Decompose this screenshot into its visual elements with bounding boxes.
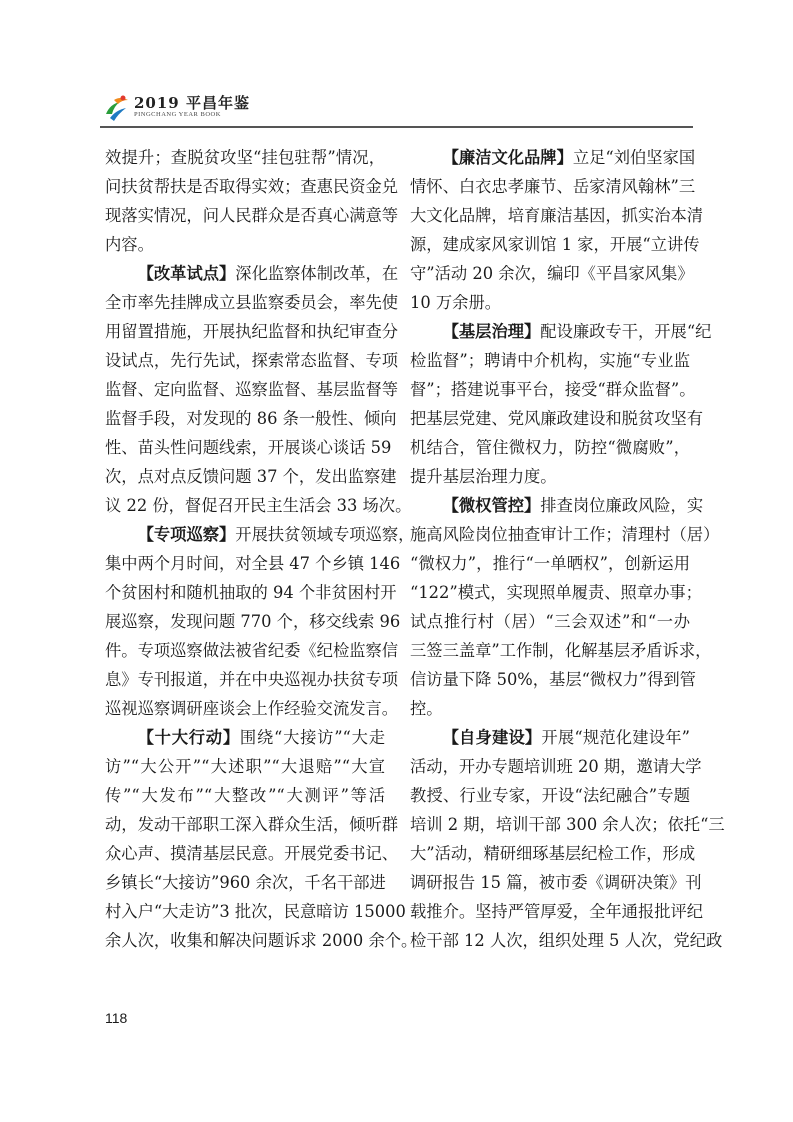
- line-text: 检干部 12 人次，组织处理 5 人次，党纪政: [410, 931, 723, 950]
- paragraph: [105, 143, 399, 259]
- line-text: 性、苗头性问题线索，开展谈心谈话 59: [105, 438, 392, 457]
- text-line: [105, 317, 399, 346]
- line-text: 问扶贫帮扶是否取得实效；查惠民资金兑: [105, 177, 399, 196]
- paragraph: [410, 317, 712, 491]
- text-line: [105, 549, 401, 578]
- text-line: [410, 462, 690, 491]
- line-text: 大”活动，精研细琢基层纪检工作，形成: [410, 844, 696, 863]
- line-text: 开展“规范化建设年”: [541, 728, 690, 747]
- text-line: [410, 636, 712, 665]
- line-text: 活动，开办专题培训班 20 期，邀请大学: [410, 757, 702, 776]
- line-text: 督”；搭建说事平台，接受“群众监督”。: [410, 380, 696, 399]
- text-line: [105, 926, 418, 955]
- text-line: [105, 810, 399, 839]
- text-line: [105, 346, 399, 375]
- text-line: [105, 288, 399, 317]
- section-heading: 【十大行动】: [137, 728, 240, 747]
- text-line: [105, 143, 385, 172]
- paragraph: [105, 723, 418, 955]
- header-rule: [100, 126, 693, 128]
- line-text: 施高风险岗位抽查审计工作；清理村（居）: [410, 525, 720, 544]
- line-text: 设试点，先行先试，探索常态监督、专项: [105, 351, 399, 370]
- text-line: [105, 636, 399, 665]
- text-line: [410, 752, 702, 781]
- text-line: [410, 520, 720, 549]
- text-line: [410, 201, 704, 230]
- line-text: 次，点对点反馈问题 37 个，发出监察建: [105, 467, 397, 486]
- line-text: 检监督”；聘请中介机构，实施“专业监: [410, 351, 690, 370]
- left-column: [105, 143, 418, 955]
- text-line: [105, 868, 385, 897]
- line-text: 围绕“大接访”“大走: [239, 728, 385, 747]
- line-text: 众心声、摸清基层民意。开展党委书记、: [105, 844, 399, 863]
- text-line: [410, 404, 704, 433]
- line-text: 用留置措施，开展执纪监督和执纪审查分: [105, 322, 399, 341]
- line-text: 信访量下降 50%，基层“微权力”得到管: [410, 670, 696, 689]
- line-text: 培训 2 期，培训干部 300 余人次；依托“三: [410, 815, 725, 834]
- text-line: [410, 172, 696, 201]
- line-text: “122”模式，实现照单履责、照章办事；: [410, 583, 702, 602]
- line-text: 展巡察，发现问题 770 个，移交线索 96: [105, 612, 401, 631]
- paragraph: [105, 520, 415, 723]
- text-line: [410, 665, 696, 694]
- line-text: 提升基层治理力度。: [410, 467, 557, 486]
- text-line: [105, 462, 397, 491]
- text-line: [410, 491, 704, 520]
- text-line: [410, 288, 690, 317]
- line-text: 载推介。坚持严管厚爱，全年通报批评纪: [410, 902, 704, 921]
- text-line: [410, 549, 690, 578]
- text-line: [105, 230, 385, 259]
- text-line: [410, 926, 723, 955]
- line-text: 息》专刊报道，并在中央巡视办扶贫专项: [105, 670, 399, 689]
- text-line: [105, 723, 385, 752]
- line-text: 监督手段，对发现的 86 条一般性、倾向: [105, 409, 397, 428]
- text-line: [105, 752, 385, 781]
- line-text: 内容。: [105, 235, 154, 254]
- text-line: [410, 607, 690, 636]
- text-line: [410, 868, 702, 897]
- line-text: 深化监察体制改革，在: [235, 264, 399, 283]
- text-line: [105, 520, 415, 549]
- page-header: [100, 92, 693, 128]
- text-line: [410, 781, 690, 810]
- paragraph: [105, 259, 412, 520]
- text-line: [105, 259, 399, 288]
- section-heading: 【自身建设】: [442, 728, 542, 747]
- text-line: [105, 172, 399, 201]
- line-text: 村入户“大走访”3 批次，民意暗访 15000: [105, 902, 406, 921]
- line-text: 排查岗位廉政风险，实: [540, 496, 704, 515]
- yearbook-subtitle: PINGCHANG YEAR BOOK: [134, 111, 221, 118]
- text-line: [410, 578, 702, 607]
- text-line: [410, 375, 696, 404]
- line-text: 试点推行村（居）“三会双述”和“一办: [410, 612, 690, 631]
- line-text: 三签三盖章”工作制，化解基层矛盾诉求，: [410, 641, 712, 660]
- text-line: [105, 375, 399, 404]
- text-line: [410, 839, 696, 868]
- line-text: 配设廉政专干，开展“纪: [540, 322, 712, 341]
- line-text: 情怀、白衣忠孝廉节、岳家清风翰林”三: [410, 177, 696, 196]
- line-text: 机结合，管住微权力，防控“微腐败”，: [410, 438, 690, 457]
- line-text: 把基层党建、党风廉政建设和脱贫攻坚有: [410, 409, 704, 428]
- line-text: 个贫困村和随机抽取的 94 个非贫困村开: [105, 583, 397, 602]
- line-text: 立足“刘伯坚家国: [572, 148, 696, 167]
- text-line: [410, 230, 700, 259]
- text-line: [410, 810, 725, 839]
- section-heading: 【基层治理】: [442, 322, 541, 341]
- line-text: 全市率先挂牌成立县监察委员会，率先使: [105, 293, 399, 312]
- text-line: [105, 694, 399, 723]
- text-line: [410, 433, 690, 462]
- text-line: [105, 491, 412, 520]
- text-line: [105, 433, 392, 462]
- line-text: 开展扶贫领域专项巡察，: [235, 525, 415, 544]
- line-text: 监督、定向监督、巡察监督、基层监督等: [105, 380, 399, 399]
- text-line: [105, 201, 399, 230]
- paragraph: [410, 723, 725, 955]
- line-text: “微权力”，推行“一单晒权”，创新运用: [410, 554, 690, 573]
- text-line: [410, 723, 690, 752]
- section-heading: 【专项巡察】: [137, 525, 236, 544]
- section-heading: 【廉洁文化品牌】: [442, 148, 573, 167]
- line-text: 动，发动干部职工深入群众生活，倾听群: [105, 815, 399, 834]
- paragraph: [410, 491, 720, 723]
- text-line: [105, 839, 399, 868]
- yearbook-title: 2019 平昌年鉴: [134, 94, 250, 112]
- text-line: [410, 694, 690, 723]
- line-text: 访”“大公开”“大述职”“大退赔”“大宣: [105, 757, 385, 776]
- text-line: [105, 578, 397, 607]
- paragraph: [410, 143, 704, 317]
- line-text: 源，建成家风家训馆 1 家，开展“立讲传: [410, 235, 700, 254]
- line-text: 10 万余册。: [410, 293, 502, 312]
- line-text: 议 22 份，督促召开民主生活会 33 场次。: [105, 496, 412, 515]
- text-line: [410, 346, 690, 375]
- line-text: 效提升；查脱贫攻坚“挂包驻帮”情况，: [105, 148, 385, 167]
- text-line: [410, 143, 696, 172]
- section-heading: 【微权管控】: [442, 496, 541, 515]
- text-line: [105, 897, 406, 926]
- text-line: [105, 607, 401, 636]
- text-line: [410, 897, 704, 926]
- line-text: 调研报告 15 篇，被市委《调研决策》刊: [410, 873, 702, 892]
- page-number: 118: [105, 1010, 128, 1026]
- yearbook-logo-icon: [102, 94, 130, 122]
- line-text: 传”“大发布”“大整改”“大测评”等活: [105, 786, 385, 805]
- line-text: 件。专项巡察做法被省纪委《纪检监察信: [105, 641, 399, 660]
- text-line: [105, 404, 397, 433]
- line-text: 现落实情况，问人民群众是否真心满意等: [105, 206, 399, 225]
- right-column: [410, 143, 725, 955]
- line-text: 控。: [410, 699, 443, 718]
- section-heading: 【改革试点】: [137, 264, 236, 283]
- line-text: 守”活动 20 余次，编印《平昌家风集》: [410, 264, 694, 283]
- text-line: [410, 259, 694, 288]
- line-text: 余人次，收集和解决问题诉求 2000 余个。: [105, 931, 418, 950]
- line-text: 巡视巡察调研座谈会上作经验交流发言。: [105, 699, 399, 718]
- text-line: [410, 317, 712, 346]
- line-text: 教授、行业专家，开设“法纪融合”专题: [410, 786, 690, 805]
- line-text: 乡镇长“大接访”960 余次，千名干部进: [105, 873, 386, 892]
- line-text: 大文化品牌，培育廉洁基因，抓实治本清: [410, 206, 704, 225]
- text-line: [105, 665, 399, 694]
- line-text: 集中两个月时间，对全县 47 个乡镇 146: [105, 554, 401, 573]
- text-line: [105, 781, 385, 810]
